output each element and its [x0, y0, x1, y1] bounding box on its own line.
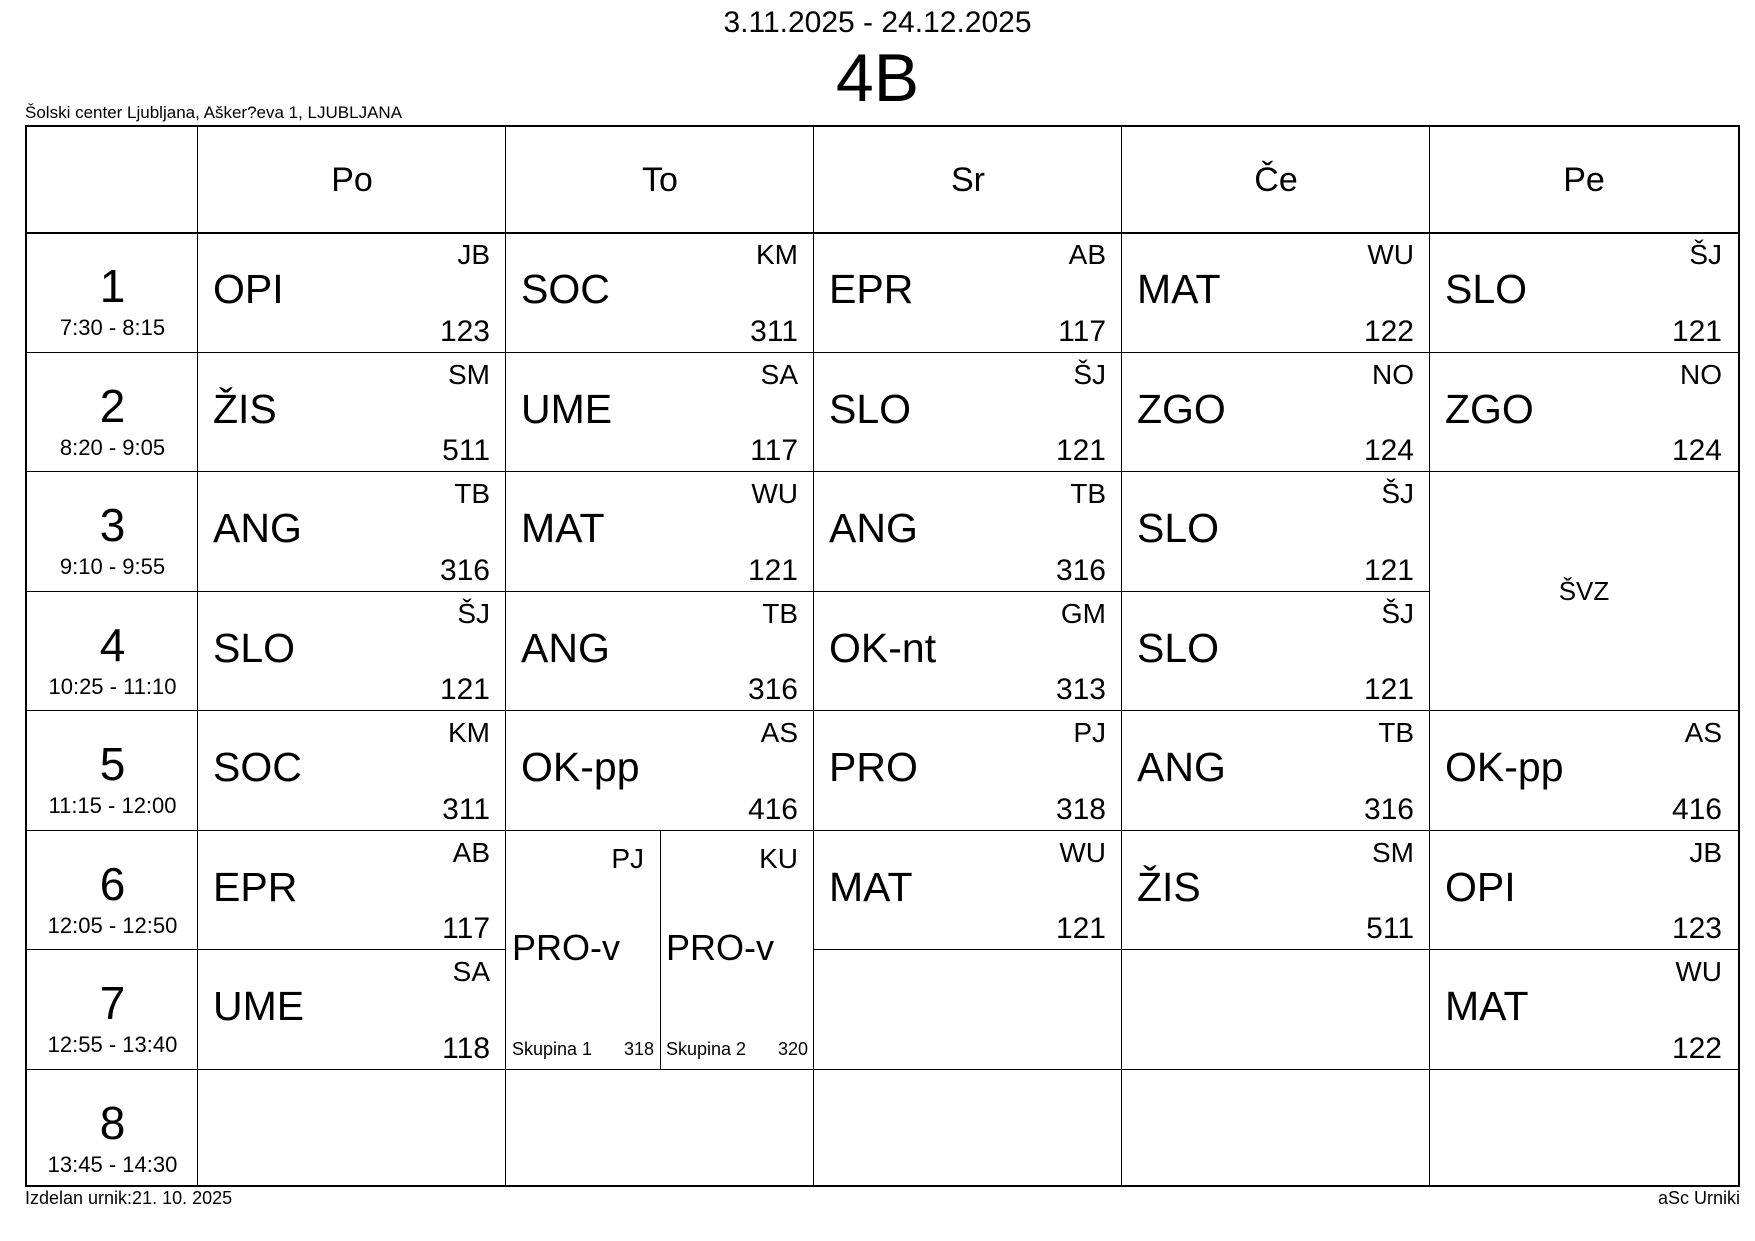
period-number: 4: [99, 618, 126, 671]
row-divider: [506, 591, 814, 592]
lesson-subject: EPR: [829, 266, 914, 312]
lesson-subject: ŽIS: [213, 385, 277, 432]
lesson-teacher: JB: [1689, 836, 1722, 868]
lesson-cell: [506, 233, 814, 353]
lesson-cell: [506, 711, 814, 831]
row-divider: [198, 1069, 506, 1070]
lesson-subject: SLO: [213, 624, 296, 671]
activity-block: ŠVZ: [1558, 576, 1610, 606]
period-label: [27, 618, 198, 700]
row-divider: [198, 710, 506, 711]
row-divider: [1122, 591, 1430, 592]
period-number: 7: [99, 977, 126, 1029]
lesson-subject: ŽIS: [1137, 863, 1201, 910]
period-number: 8: [99, 1096, 126, 1149]
lesson-cell: [506, 592, 814, 712]
lesson-cell: [814, 711, 1122, 831]
period-number: 2: [99, 379, 126, 432]
column-divider: [197, 127, 198, 1185]
lesson-room: 311: [750, 314, 798, 348]
lesson-teacher: AS: [1684, 717, 1722, 748]
lesson-room: 123: [439, 314, 490, 348]
class-title: 4B: [835, 40, 920, 116]
lesson-subject: UME: [521, 385, 613, 432]
lesson-teacher: NO: [1372, 358, 1414, 390]
row-divider: [506, 352, 814, 353]
row-divider: [198, 949, 506, 950]
lesson-room: 121: [1055, 434, 1106, 467]
lesson-room: 313: [1055, 673, 1106, 706]
row-divider: [814, 830, 1122, 831]
period-label: [27, 857, 198, 939]
lesson-room: 316: [439, 553, 490, 587]
lesson-room: 124: [1671, 434, 1722, 467]
lesson-teacher: NO: [1680, 358, 1722, 390]
lesson-room: 318: [623, 1038, 654, 1059]
footer-created-date: Izdelan urnik:21. 10. 2025: [25, 1188, 233, 1208]
lesson-room: 121: [1363, 553, 1414, 587]
lesson-room: 121: [1055, 912, 1106, 945]
lesson-teacher: PJ: [1073, 717, 1106, 748]
period-time: 13:45 - 14:30: [47, 1151, 178, 1177]
period-time: 9:10 - 9:55: [59, 554, 166, 579]
lesson-subject: OK-pp: [521, 744, 640, 790]
lesson-cell: [1430, 353, 1738, 473]
lesson-teacher: TB: [454, 478, 490, 509]
row-divider: [506, 710, 814, 711]
row-divider: [506, 471, 814, 472]
row-divider: [27, 591, 198, 592]
lesson-subject: ANG: [829, 505, 918, 551]
lesson-cell: [198, 353, 506, 473]
lesson-room: 123: [1671, 912, 1722, 945]
lesson-subject: ZGO: [1137, 385, 1226, 432]
lesson-cell: [1122, 233, 1430, 353]
period-number: 5: [99, 738, 126, 790]
lesson-teacher: ŠJ: [1689, 239, 1722, 270]
lesson-room: 117: [1058, 314, 1106, 348]
timetable-grid: [25, 125, 1740, 1187]
lesson-subject: OPI: [1445, 863, 1516, 910]
lesson-cell: [506, 353, 814, 473]
lesson-room: 118: [442, 1031, 490, 1065]
row-divider: [814, 1069, 1122, 1070]
period-time: 7:30 - 8:15: [59, 315, 166, 340]
lesson-cell: [1122, 472, 1430, 592]
period-label: [27, 379, 198, 461]
row-divider: [27, 949, 198, 950]
lesson-cell: [814, 353, 1122, 473]
row-divider: [198, 471, 506, 472]
lesson-teacher: SM: [448, 358, 490, 390]
lesson-cell: [198, 950, 506, 1070]
lesson-subject: PRO: [829, 744, 918, 790]
period-time: 10:25 - 11:10: [48, 673, 177, 699]
row-divider: [1122, 710, 1430, 711]
row-divider: [1430, 949, 1738, 950]
lesson-subject: UME: [213, 983, 305, 1029]
period-time: 12:05 - 12:50: [47, 912, 178, 938]
lesson-teacher: KM: [448, 717, 490, 748]
lesson-subject: SLO: [1445, 266, 1528, 312]
lesson-cell: [814, 831, 1122, 951]
date-range: 3.11.2025 - 24.12.2025: [723, 6, 1032, 39]
lesson-room: 122: [1363, 314, 1414, 348]
lesson-teacher: TB: [1070, 478, 1106, 509]
column-divider: [813, 127, 814, 1185]
lesson-subject: PRO-v: [512, 926, 620, 968]
lesson-cell: [814, 472, 1122, 592]
lesson-cell: [198, 711, 506, 831]
period-time: 8:20 - 9:05: [59, 434, 166, 460]
lesson-room: 121: [1671, 314, 1722, 348]
row-divider: [814, 949, 1122, 950]
lesson-subject: SLO: [1137, 624, 1220, 671]
period-number: 6: [99, 857, 126, 910]
lesson-room: 416: [1671, 792, 1722, 826]
row-divider: [814, 352, 1122, 353]
lesson-room: 320: [777, 1038, 808, 1059]
lesson-room: 117: [442, 912, 490, 945]
day-header: To: [642, 160, 678, 199]
lesson-subject: MAT: [1445, 983, 1529, 1029]
lesson-subject: SOC: [521, 266, 610, 312]
period-label: [27, 1096, 198, 1178]
lesson-subject: OK-pp: [1445, 744, 1564, 790]
lesson-cell: [1122, 353, 1430, 473]
row-divider: [1122, 471, 1430, 472]
row-divider: [1430, 352, 1738, 353]
day-header: Če: [1254, 160, 1298, 199]
period-number: 1: [99, 260, 126, 312]
lesson-cell: [1122, 831, 1430, 951]
lesson-subject: MAT: [829, 863, 913, 910]
lesson-teacher: WU: [1675, 956, 1722, 987]
lesson-subject: MAT: [1137, 266, 1221, 312]
lesson-subject: SLO: [1137, 505, 1220, 551]
row-divider: [1430, 1069, 1738, 1070]
period-time: 12:55 - 13:40: [47, 1032, 178, 1057]
row-divider: [814, 710, 1122, 711]
lesson-teacher: ŠJ: [1381, 478, 1414, 509]
row-divider: [1122, 352, 1430, 353]
lesson-cell: [198, 472, 506, 592]
period-label: [27, 977, 198, 1058]
row-divider: [814, 471, 1122, 472]
lesson-teacher: ŠJ: [1073, 358, 1106, 390]
lesson-subject: OK-nt: [829, 624, 937, 671]
lesson-teacher: ŠJ: [457, 597, 490, 629]
lesson-teacher: SA: [760, 358, 798, 390]
group-name: Skupina 1: [512, 1038, 593, 1059]
lesson-teacher: TB: [762, 597, 798, 629]
lesson-teacher: PJ: [611, 842, 644, 874]
day-header: Sr: [951, 160, 985, 199]
column-divider: [1121, 127, 1122, 1185]
lesson-teacher: GM: [1060, 597, 1106, 629]
lesson-room: 316: [1055, 553, 1106, 587]
column-divider: [505, 127, 506, 1185]
lesson-teacher: AS: [760, 717, 798, 748]
group-name: Skupina 2: [666, 1038, 747, 1059]
lesson-room: 124: [1363, 434, 1414, 467]
row-divider: [1430, 830, 1738, 831]
row-divider: [27, 830, 198, 831]
lesson-teacher: AB: [452, 836, 490, 868]
row-divider: [198, 352, 506, 353]
row-divider: [1430, 710, 1738, 711]
lesson-subject: OPI: [213, 266, 284, 312]
row-divider: [27, 471, 198, 472]
period-label: [27, 499, 198, 580]
lesson-subject: ANG: [213, 505, 302, 551]
group-lesson-cell: [660, 831, 814, 1070]
group-divider: [660, 831, 661, 1070]
row-divider: [1122, 830, 1430, 831]
lesson-cell: [198, 831, 506, 951]
lesson-teacher: SM: [1372, 836, 1414, 868]
lesson-teacher: KU: [759, 842, 798, 874]
period-time: 11:15 - 12:00: [48, 793, 177, 818]
lesson-teacher: WU: [1059, 836, 1106, 868]
row-divider: [1430, 471, 1738, 472]
lesson-cell: [814, 233, 1122, 353]
lesson-room: 311: [442, 792, 490, 826]
lesson-room: 511: [442, 434, 490, 467]
lesson-subject: ANG: [1137, 744, 1226, 790]
lesson-room: 121: [439, 673, 490, 706]
period-label: [27, 260, 198, 341]
lesson-room: 511: [1366, 912, 1414, 945]
lesson-subject: PRO-v: [666, 926, 774, 968]
lesson-cell: [506, 472, 814, 592]
footer-brand: aSc Urniki: [1657, 1188, 1740, 1208]
row-divider: [198, 830, 506, 831]
group-lesson-cell: [506, 831, 660, 1070]
header-divider: [27, 232, 1738, 234]
row-divider: [27, 352, 198, 353]
row-divider: [814, 591, 1122, 592]
row-divider: [27, 1069, 198, 1070]
lesson-teacher: WU: [1367, 239, 1414, 270]
lesson-teacher: JB: [457, 239, 490, 270]
lesson-teacher: WU: [751, 478, 798, 509]
school-info: Šolski center Ljubljana, Ašker?eva 1, LJUBLJANA: [25, 103, 403, 122]
lesson-subject: SLO: [829, 385, 912, 432]
column-divider: [1429, 127, 1430, 1185]
period-label: [27, 738, 198, 819]
lesson-teacher: ŠJ: [1381, 597, 1414, 629]
lesson-cell: [198, 592, 506, 712]
lesson-room: 416: [747, 792, 798, 826]
row-divider: [27, 710, 198, 711]
lesson-teacher: AB: [1068, 239, 1106, 270]
lesson-cell: [1430, 831, 1738, 951]
lesson-teacher: KM: [756, 239, 798, 270]
row-divider: [1122, 1069, 1430, 1070]
lesson-room: 318: [1055, 792, 1106, 826]
lesson-room: 121: [1363, 673, 1414, 706]
lesson-subject: SOC: [213, 744, 302, 790]
lesson-cell: [198, 233, 506, 353]
day-header: Pe: [1563, 160, 1605, 199]
lesson-cell: [1122, 592, 1430, 712]
row-divider: [198, 591, 506, 592]
lesson-cell: [1430, 950, 1738, 1070]
lesson-room: 122: [1671, 1031, 1722, 1065]
lesson-cell: [1430, 711, 1738, 831]
lesson-subject: EPR: [213, 863, 298, 910]
period-number: 3: [99, 499, 126, 551]
lesson-cell: [1122, 711, 1430, 831]
lesson-cell: [1430, 233, 1738, 353]
lesson-subject: ZGO: [1445, 385, 1534, 432]
day-header: Po: [331, 160, 373, 199]
lesson-room: 117: [750, 434, 798, 467]
lesson-room: 121: [747, 553, 798, 587]
lesson-subject: ANG: [521, 624, 610, 671]
lesson-cell: [814, 592, 1122, 712]
lesson-teacher: TB: [1378, 717, 1414, 748]
lesson-room: 316: [747, 673, 798, 706]
row-divider: [1122, 949, 1430, 950]
lesson-room: 316: [1363, 792, 1414, 826]
lesson-teacher: SA: [452, 956, 490, 987]
lesson-subject: MAT: [521, 505, 605, 551]
